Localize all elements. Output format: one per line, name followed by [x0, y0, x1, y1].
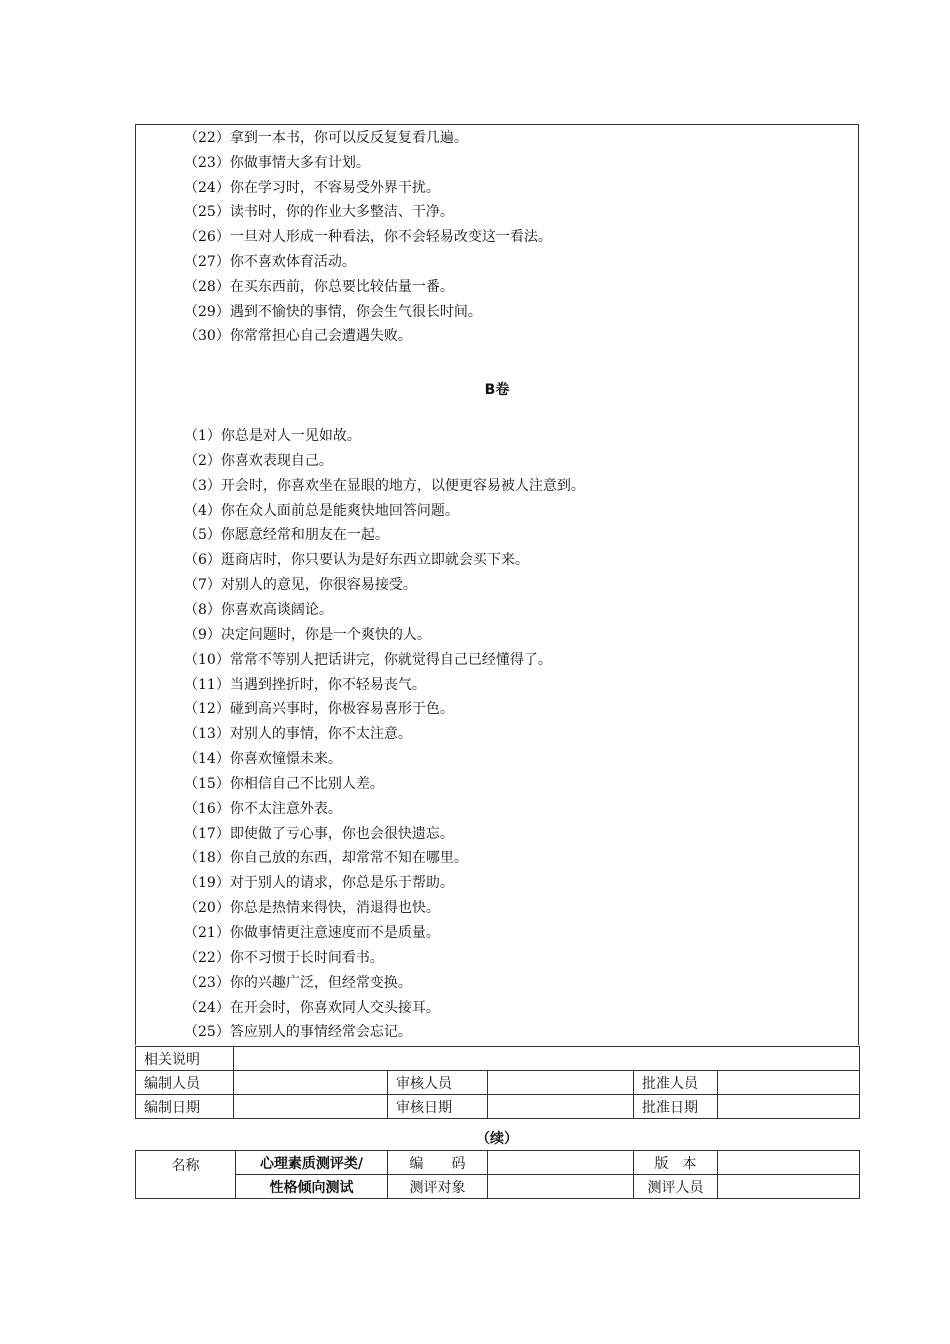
continued-label: （续）	[476, 1131, 518, 1147]
notes-label: 相关说明	[136, 1047, 234, 1071]
reviewed-date-label: 审核日期	[388, 1095, 488, 1119]
part-b-title: B卷	[484, 382, 510, 398]
question-item: （25）答应别人的事情经常会忘记。	[184, 1024, 412, 1041]
question-item: （2）你喜欢表现自己。	[184, 452, 333, 469]
approval-table	[135, 1046, 860, 1119]
question-item: （9）决定问题时，你是一个爽快的人。	[184, 626, 431, 643]
question-item: （1）你总是对人一见如故。	[184, 428, 361, 444]
question-item: （30）你常常担心自己会遭遇失败。	[184, 328, 412, 345]
question-item: （22）你不习惯于长时间看书。	[184, 949, 384, 966]
reviewed-by-value[interactable]	[488, 1071, 634, 1095]
reviewed-by-label: 审核人员	[388, 1071, 488, 1095]
evaluator-label: 测评人员	[634, 1175, 718, 1199]
question-item: （12）碰到高兴事时，你极容易喜形于色。	[184, 701, 454, 718]
name-value-line1: 心理素质测评类/	[236, 1151, 388, 1175]
question-item: （10）常常不等别人把话讲完，你就觉得自己已经懂得了。	[184, 651, 552, 668]
question-item: （24）在开会时，你喜欢同人交头接耳。	[184, 999, 440, 1016]
header-table	[135, 1150, 860, 1199]
notes-row	[136, 1047, 860, 1071]
question-item: （19）对于别人的请求，你总是乐于帮助。	[184, 875, 454, 892]
header-row-1	[136, 1151, 860, 1175]
prepared-date-value[interactable]	[234, 1095, 388, 1119]
question-item: （17）即使做了亏心事，你也会很快遗忘。	[184, 825, 454, 842]
question-item: （29）遇到不愉快的事情，你会生气很长时间。	[184, 303, 482, 320]
header-row-2	[136, 1175, 860, 1199]
form-frame	[135, 124, 859, 1200]
prepared-by-value[interactable]	[234, 1071, 388, 1095]
prepared-by-label: 编制人员	[136, 1071, 234, 1095]
question-item: （23）你做事情大多有计划。	[184, 154, 370, 171]
question-item: （4）你在众人面前总是能爽快地回答问题。	[184, 502, 459, 519]
question-item: （24）你在学习时，不容易受外界干扰。	[184, 179, 440, 196]
question-item: （26）一旦对人形成一种看法，你不会轻易改变这一看法。	[184, 229, 552, 246]
question-item: （3）开会时，你喜欢坐在显眼的地方，以便更容易被人注意到。	[184, 477, 585, 494]
question-item: （7）对别人的意见，你很容易接受。	[184, 577, 417, 594]
question-item: （14）你喜欢憧憬未来。	[184, 751, 342, 768]
code-label: 编 码	[388, 1151, 488, 1175]
version-value[interactable]	[718, 1151, 860, 1175]
subject-label: 测评对象	[388, 1175, 488, 1199]
question-item: （25）读书时，你的作业大多整洁、干净。	[184, 204, 454, 221]
question-item: （11）当遇到挫折时，你不轻易丧气。	[184, 676, 426, 693]
prepared-date-label: 编制日期	[136, 1095, 234, 1119]
question-item: （20）你总是热情来得快，消退得也快。	[184, 900, 440, 917]
question-item: （22）拿到一本书，你可以反反复复看几遍。	[184, 130, 468, 146]
reviewed-date-value[interactable]	[488, 1095, 634, 1119]
question-item: （15）你相信自己不比别人差。	[184, 775, 384, 792]
dates-row	[136, 1095, 860, 1119]
personnel-row	[136, 1071, 860, 1095]
name-label: 名称	[136, 1151, 236, 1199]
question-item: （16）你不太注意外表。	[184, 800, 342, 817]
code-value[interactable]	[488, 1151, 634, 1175]
name-value-line2: 性格倾向测试	[236, 1175, 388, 1199]
notes-value[interactable]	[234, 1047, 860, 1071]
question-item: （5）你愿意经常和朋友在一起。	[184, 527, 389, 544]
question-item: （21）你做事情更注意速度而不是质量。	[184, 925, 440, 941]
question-item: （27）你不喜欢体育活动。	[184, 254, 356, 270]
evaluator-value[interactable]	[718, 1175, 860, 1199]
approved-date-label: 批准日期	[634, 1095, 718, 1119]
subject-value[interactable]	[488, 1175, 634, 1199]
question-item: （13）对别人的事情，你不太注意。	[184, 726, 412, 743]
question-item: （6）逛商店时，你只要认为是好东西立即就会买下来。	[184, 552, 529, 569]
approved-date-value[interactable]	[718, 1095, 860, 1119]
approved-by-label: 批准人员	[634, 1071, 718, 1095]
version-label: 版 本	[634, 1151, 718, 1175]
question-item: （8）你喜欢高谈阔论。	[184, 601, 333, 618]
question-item: （28）在买东西前，你总要比较估量一番。	[184, 278, 454, 295]
question-item: （18）你自己放的东西，却常常不知在哪里。	[184, 850, 468, 867]
approved-by-value[interactable]	[718, 1071, 860, 1095]
question-item: （23）你的兴趣广泛，但经常变换。	[184, 974, 412, 991]
questionnaire-box	[135, 124, 859, 1045]
